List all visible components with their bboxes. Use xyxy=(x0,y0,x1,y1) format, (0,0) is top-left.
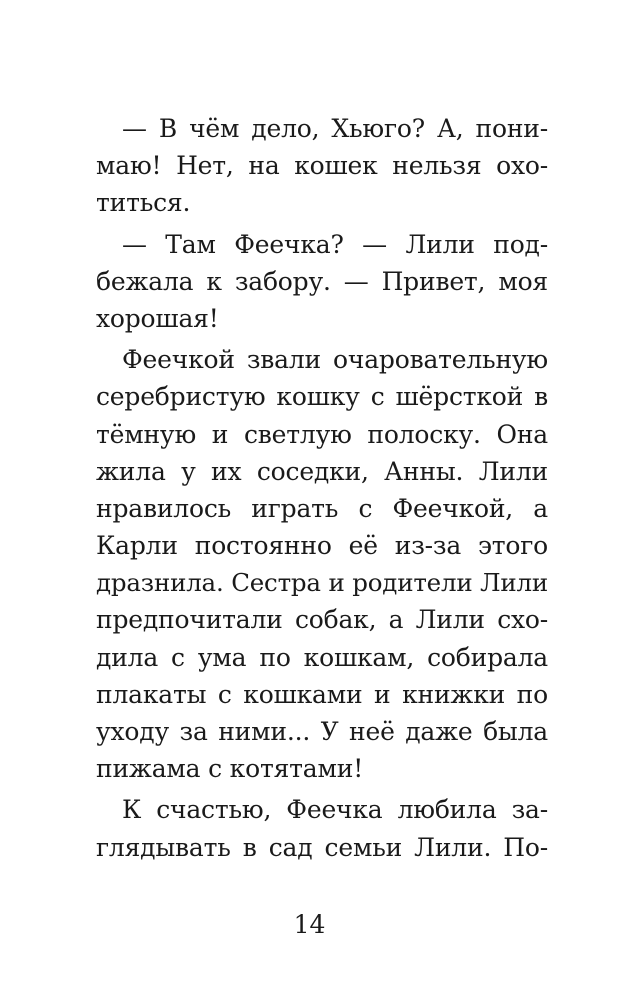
text-line: пижама с котятами! xyxy=(96,754,364,784)
text-line: уходу за ними... У неё даже была xyxy=(96,717,548,746)
paragraph xyxy=(96,226,548,338)
text-line: — Там Феечка? — Лили под- xyxy=(122,229,548,259)
body-text xyxy=(96,110,548,866)
text-line: дразнила. Сестра и родители Лили xyxy=(96,568,548,598)
paragraph xyxy=(96,110,548,222)
paragraph xyxy=(96,341,548,787)
text-line: Феечкой звали очаровательную xyxy=(122,345,548,375)
text-line: К счастью, Феечка любила за- xyxy=(122,795,548,825)
text-line: предпочитали собак, а Лили схо- xyxy=(96,605,548,635)
text-line: маю! Нет, на кошек нельзя охо- xyxy=(96,151,548,181)
page-number: 14 xyxy=(293,910,326,939)
text-line: хорошая! xyxy=(96,303,219,333)
text-line: глядывать в сад семьи Лили. По- xyxy=(96,832,548,862)
text-line: бежала к забору. — Привет, моя xyxy=(96,266,548,296)
text-line: нравилось играть с Феечкой, а xyxy=(96,493,548,523)
text-line: тёмную и светлую полоску. Она xyxy=(96,419,548,449)
text-line: титься. xyxy=(96,188,191,218)
text-line: жила у их соседки, Анны. Лили xyxy=(96,456,548,486)
text-line: дила с ума по кошкам, собирала xyxy=(96,642,548,672)
text-line: Карли постоянно её из-за этого xyxy=(96,531,548,561)
text-line: серебристую кошку с шёрсткой в xyxy=(96,382,548,412)
text-line: — В чём дело, Хьюго? А, пони- xyxy=(122,114,548,143)
paragraph xyxy=(96,791,548,865)
text-line: плакаты с кошками и книжки по xyxy=(96,679,548,709)
